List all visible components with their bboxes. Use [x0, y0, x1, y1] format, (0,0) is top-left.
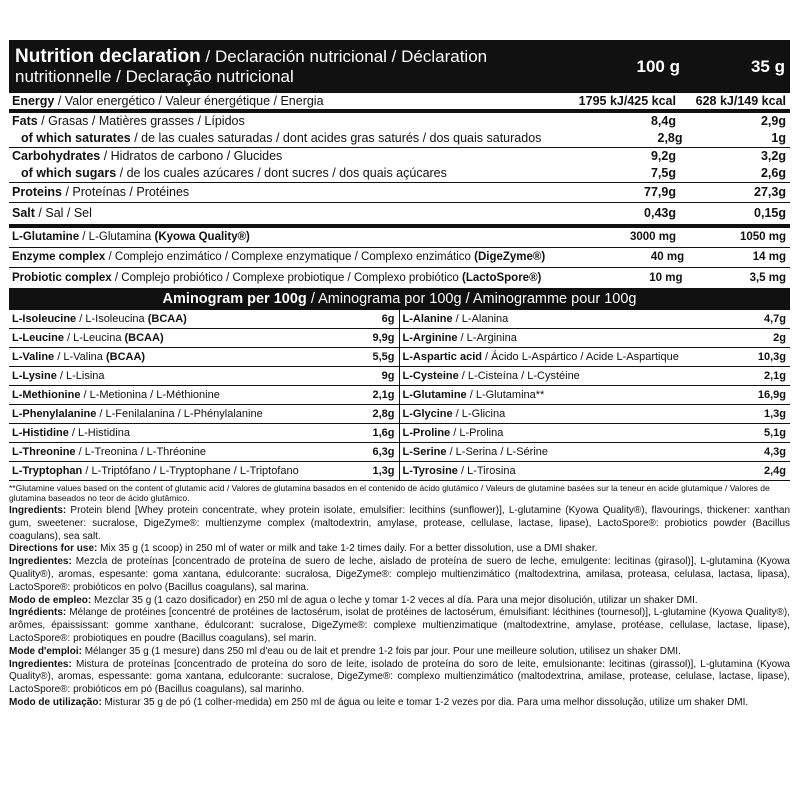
nutrition-label: [9, 40, 790, 710]
directions-en: [9, 543, 790, 556]
amino-name: L-Proline: [402, 427, 451, 439]
paragraph-text: Protein blend [Whey protein concentrate, whey protein isolate, emulsifier: lecithins (sunflower)], L-glutamine (Kyowa Quality®), flavourings, thickener: xanthan gum, sweetener: sucralose, DigeZyme®: multienzyme complex (maltodextrin, amylase, protease, cellulase, lactase, lipase), LactoSpore®: probiotics powder (Bacillus coagulans), sea salt.: [9, 505, 790, 542]
amino-row: [9, 462, 399, 481]
amino-value: 6g: [381, 313, 395, 325]
amino-value: 2,1g: [763, 370, 786, 382]
ingredients-fr: [9, 607, 790, 645]
amino-name: L-Aspartic acid: [402, 351, 482, 363]
amino-value: 9g: [381, 370, 395, 382]
amino-tag: (BCAA): [124, 332, 164, 344]
col-header-100g: 100 g: [636, 56, 680, 76]
amino-row: [9, 405, 399, 424]
glutamine-footnote: **Glutamine values based on the content of glutamic acid / Valores de glutamina basados en el contenido de ácido glutámico / Valeurs de glutamine basées sur la teneur en acide glutamique / Valores de glutamina baseados no teor de ácido glutâmico.: [9, 483, 770, 503]
ingredients-es: [9, 556, 790, 594]
amino-row: [9, 329, 399, 348]
directions-pt: [9, 697, 790, 710]
title-en: Nutrition declaration: [15, 45, 201, 67]
value-100g: 7,5g: [650, 166, 676, 180]
amino-value: 6,3g: [372, 446, 395, 458]
paragraph-label: Ingredientes:: [9, 658, 72, 670]
amino-name: L-Glutamine: [402, 389, 467, 401]
value-35g: 3,5 mg: [749, 271, 786, 284]
paragraph-text: Mélange de protéines [concentré de protéines de lactosérum, isolat de protéines de lactosérum, émulsifiant: lécithines (tournesol)], L-glutamine (Kyowa Quality®), arômes, épaississant: gomme xanthane, édulcorant: sucralose, DigeZyme®: complexe multienzimatique (maltodextrine, amylase, protéase, cellulase, lactase, lipase), LactoSpore®: probiotiques en poudre (Bacillus coagulans), sel marin.: [9, 607, 790, 644]
amino-translations: / L-Triptófano / L-Tryptophane / L-Triptofano: [82, 465, 299, 477]
paragraph-label: Ingrédients:: [9, 607, 67, 619]
amino-translations: / L-Leucina: [63, 332, 125, 344]
amino-translations: / L-Fenilalanina / L-Phénylalanine: [96, 408, 263, 420]
value-100g: 0,43g: [644, 206, 676, 220]
amino-name: L-Lysine: [12, 370, 57, 382]
amino-value: 1,3g: [763, 408, 786, 420]
amino-value: 1,6g: [372, 427, 395, 439]
nutrient-name: Probiotic complex: [12, 271, 112, 284]
amino-translations: / L-Glicina: [452, 408, 506, 420]
aminogram-header: [9, 288, 790, 310]
aminogram-title: Aminogram per 100g: [162, 291, 307, 307]
amino-name: L-Leucine: [12, 332, 64, 344]
paragraph-label: Modo de utilização:: [9, 696, 102, 708]
amino-translations: / L-Arginina: [457, 332, 517, 344]
row-probiotic-complex: [9, 268, 790, 288]
brand-label: (DigeZyme®): [474, 251, 546, 263]
amino-tag: (BCAA): [105, 351, 146, 363]
amino-translations: / L-Prolina: [450, 427, 504, 439]
amino-translations: / Ácido L-Aspártico / Acide L-Aspartique: [481, 351, 679, 363]
amino-translations: / L-Alanina: [452, 313, 509, 325]
paragraph-text: Mezcla de proteínas [concentrado de proteína de suero de leche, aislado de proteína de suero de leche, emulgente: lecitinas (girasol)], L-glutamina (Kyowa Quality®), aromas, espesante: goma xantana, edulcorante: sucralosa, DigeZyme®: complejo multienzimático (maltodextrina, amilasa, proteasa, celulasa, lactasa, lipasa), LactoSpore®: probióticos en polvo (Bacillus coagulans), sal marina.: [9, 556, 790, 593]
nutrient-translations: / de los cuales azúcares / dont sucres / dos quais açúcares: [116, 166, 447, 180]
group-fats: [9, 113, 790, 148]
amino-name: L-Arginine: [402, 332, 458, 344]
nutrient-name: Salt: [12, 206, 35, 220]
group-carbohydrates: [9, 148, 790, 183]
nutrient-name: L-Glutamine: [12, 231, 80, 243]
value-100g: 10 mg: [649, 271, 683, 284]
paragraph-label: Directions for use:: [9, 543, 98, 555]
amino-row: [9, 386, 399, 405]
amino-row: [400, 405, 791, 424]
amino-value: 4,7g: [763, 313, 786, 325]
ingredients-en: [9, 505, 790, 543]
value-35g: 3,2g: [760, 149, 786, 163]
row-l-glutamine: [9, 228, 790, 248]
amino-row: [400, 329, 791, 348]
row-proteins: [9, 183, 790, 203]
amino-name: L-Phenylalanine: [12, 408, 97, 420]
amino-name: L-Valine: [12, 351, 55, 363]
value-35g: 14 mg: [752, 251, 786, 263]
value-100g: 40 mg: [650, 251, 685, 263]
nutrient-translations: / Proteínas / Protéines: [62, 185, 190, 199]
amino-name: L-Histidine: [12, 427, 69, 439]
value-100g: 2,8g: [657, 131, 683, 145]
row-fats: [9, 113, 790, 130]
nutrient-name: of which sugars: [21, 166, 117, 180]
value-100g: 77,9g: [644, 185, 676, 199]
amino-name: L-Glycine: [402, 408, 453, 420]
paragraph-label: Ingredientes:: [9, 556, 72, 568]
value-35g: 628 kJ/149 kcal: [695, 93, 786, 108]
amino-translations: / L-Cisteína / L-Cystéine: [458, 370, 580, 382]
brand-label: (LactoSpore®): [461, 271, 542, 284]
value-35g: 2,9g: [760, 114, 786, 128]
paragraph-label: Ingredients:: [9, 505, 67, 516]
row-salt: [9, 203, 790, 228]
amino-translations: / L-Glutamina**: [466, 389, 545, 401]
value-100g: 1795 kJ/425 kcal: [578, 93, 676, 108]
amino-name: L-Isoleucine: [12, 313, 77, 325]
amino-value: 5,1g: [763, 427, 786, 439]
amino-row: [400, 424, 791, 443]
paragraph-text: Mistura de proteínas [concentrado de proteína do soro de leite, isolado de proteína do soro de leite, emulsionante: lecitinas (girassol)], L-glutamina (Kyowa Quality®), aromas, espessante: goma xantana, edulcorante: sucralose, DigeZyme®: complexo multienzimático (maltodextrina, amilase, protease, celulase, lactase, lipase), LactoSpore®: probióticos em pó (Bacillus coagulans), sal marinho.: [9, 658, 790, 696]
amino-translations: / L-Valina: [54, 351, 106, 363]
nutrition-header: [9, 40, 790, 93]
nutrient-name: Proteins: [12, 185, 63, 199]
nutrient-translations: / Sal / Sel: [34, 206, 92, 220]
row-saturates: [9, 130, 790, 147]
nutrient-name: Fats: [12, 114, 38, 128]
col-header-35g: 35 g: [750, 56, 785, 76]
amino-row: [400, 386, 791, 405]
nutrient-name: Enzyme complex: [12, 251, 106, 263]
amino-row: [400, 443, 791, 462]
row-sugars: [9, 165, 790, 182]
amino-row: [9, 310, 399, 329]
amino-translations: / L-Tirosina: [457, 465, 516, 477]
amino-row: [9, 367, 399, 386]
aminogram-left-column: [9, 310, 400, 481]
row-enzyme-complex: [9, 248, 790, 268]
amino-row: [400, 348, 791, 367]
aminogram-right-column: [400, 310, 791, 481]
nutrient-translations: / L-Glutamina: [79, 231, 155, 243]
amino-row: [9, 424, 399, 443]
nutrient-translations: / Valor energético / Valeur énergétique / Energia: [54, 93, 324, 108]
amino-translations: / L-Isoleucina: [76, 313, 148, 325]
amino-translations: / L-Histidina: [68, 427, 130, 439]
amino-row: [400, 310, 791, 329]
aminogram-table: [9, 310, 790, 481]
amino-value: 5,5g: [372, 351, 395, 363]
amino-name: L-Alanine: [402, 313, 453, 325]
amino-row: [9, 348, 399, 367]
nutrient-translations: / Hidratos de carbono / Glucides: [100, 149, 283, 163]
amino-value: 16,9g: [757, 389, 786, 401]
nutrient-translations: / Grasas / Matières grasses / Lípidos: [37, 114, 245, 128]
amino-translations: / L-Treonina / L-Thréonine: [75, 446, 206, 458]
value-100g: 8,4g: [650, 114, 676, 128]
amino-translations: / L-Serina / L-Sérine: [446, 446, 549, 458]
nutrient-name: Carbohydrates: [12, 149, 101, 163]
amino-row: [400, 367, 791, 386]
nutrient-name: of which saturates: [21, 131, 131, 145]
paragraph-text: Mix 35 g (1 scoop) in 250 ml of water or milk and take 1-2 times daily. For a better dissolution, use a DMI shaker.: [97, 543, 598, 555]
amino-translations: / L-Lisina: [56, 370, 105, 382]
amino-value: 1,3g: [372, 465, 395, 477]
row-carbohydrates: [9, 148, 790, 165]
amino-value: 2,1g: [372, 389, 395, 401]
amino-name: L-Methionine: [12, 389, 81, 401]
amino-value: 2,4g: [763, 465, 786, 477]
value-100g: 9,2g: [650, 149, 676, 163]
value-35g: 1050 mg: [739, 231, 786, 243]
brand-label: (Kyowa Quality®): [154, 231, 250, 243]
amino-value: 2,8g: [372, 408, 395, 420]
amino-tag: (BCAA): [147, 313, 187, 325]
amino-value: 9,9g: [372, 332, 395, 344]
value-35g: 2,6g: [760, 166, 786, 180]
aminogram-title-translations: / Aminograma por 100g / Aminogramme pour 100g: [306, 291, 637, 307]
amino-name: L-Threonine: [12, 446, 76, 458]
nutrient-name: Energy: [12, 93, 55, 108]
paragraph-label: Mode d'emploi:: [9, 645, 82, 657]
paragraph-text: Misturar 35 g de pó (1 colher-medida) em 250 ml de água ou leite e tomar 1-2 vezes por dia. Para uma melhor dissolução, utilize um shaker DMI.: [101, 696, 749, 708]
directions-es: [9, 595, 790, 608]
nutrient-translations: / Complejo probiótico / Complexe probiotique / Complexo probiótico: [111, 271, 462, 284]
row-energy: [9, 93, 790, 113]
amino-value: 4,3g: [763, 446, 786, 458]
value-35g: 1g: [771, 131, 786, 145]
amino-value: 10,3g: [757, 351, 786, 363]
amino-row: [9, 443, 399, 462]
nutrient-translations: / Complejo enzimático / Complexe enzymatique / Complexo enzimático: [105, 251, 475, 263]
nutrition-title: [9, 47, 580, 87]
paragraph-text: Mélanger 35 g (1 mesure) dans 250 ml d'eau ou de lait et prendre 1-2 fois par jour. Pour une meilleure solution, utilisez un shaker DMI.: [81, 645, 681, 657]
directions-fr: [9, 646, 790, 659]
value-35g: 27,3g: [754, 185, 786, 199]
value-35g: 0,15g: [754, 206, 786, 220]
paragraph-label: Modo de empleo:: [9, 594, 92, 606]
ingredients-section: [9, 505, 790, 710]
amino-name: L-Serine: [402, 446, 447, 458]
amino-value: 2g: [773, 332, 786, 344]
paragraph-text: Mezclar 35 g (1 cazo dosificador) en 250 ml de agua o leche y tomar 1-2 veces al día. Para una mejor disolución, utilizar un shaker DMI.: [91, 594, 698, 606]
ingredients-pt: [9, 659, 790, 697]
amino-name: L-Tyrosine: [402, 465, 458, 477]
title-translations: / Declaración nutricional / Déclaration nutritionnelle / Declaração nutricional: [15, 46, 488, 86]
value-100g: 3000 mg: [629, 231, 676, 243]
amino-row: [400, 462, 791, 481]
amino-translations: / L-Metionina / L-Méthionine: [80, 389, 220, 401]
nutrient-translations: / de las cuales saturadas / dont acides gras saturés / dos quais saturados: [130, 131, 542, 145]
amino-name: L-Tryptophan: [12, 465, 83, 477]
amino-name: L-Cysteine: [402, 370, 459, 382]
